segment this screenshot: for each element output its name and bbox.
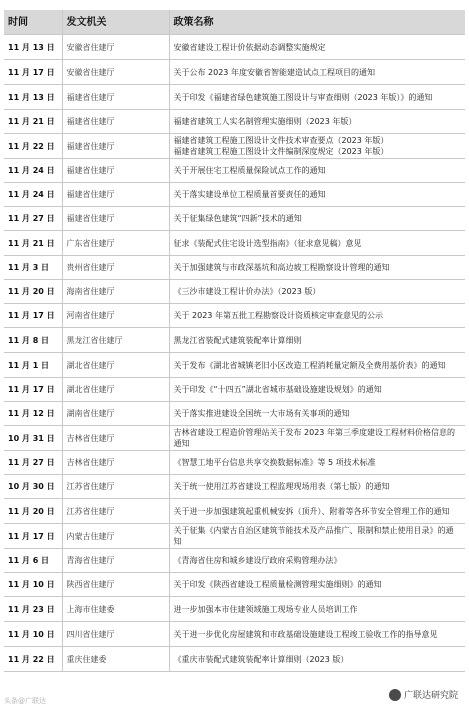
date-cell: 11 月 17 日 [4, 524, 62, 549]
date-cell: 11 月 21 日 [4, 110, 62, 134]
header-date: 时间 [4, 10, 62, 35]
title-cell: 进一步加强本市住建领域施工现场专业人员培训工作 [169, 597, 465, 622]
title-cell: 关于印发《陕西省建设工程质量检测管理实施细则》的通知 [169, 573, 465, 597]
title-cell: 关于进一步优化房屋建筑和市政基础设施建设工程竣工验收工作的指导意见 [169, 622, 465, 647]
table-row [4, 35, 465, 60]
title-cell: 福建省建筑工程施工图设计文件技术审查要点（2023 年版） 福建省建筑工程施工图设计文件编制深度规定（2023 年版） [169, 134, 465, 159]
dept-cell: 海南省住建厅 [62, 280, 169, 304]
date-cell: 11 月 6 日 [4, 549, 62, 573]
header-dept: 发文机关 [62, 10, 169, 35]
title-cell: 关于统一使用江苏省建设工程监理现场用表（第七版）的通知 [169, 475, 465, 499]
dept-cell: 贵州省住建厅 [62, 256, 169, 280]
dept-cell: 江苏省住建厅 [62, 475, 169, 499]
table-row [4, 231, 465, 256]
date-cell: 11 月 22 日 [4, 134, 62, 159]
brand-label: 广联达研究院 [403, 691, 458, 701]
table-row [4, 524, 465, 549]
dept-cell: 福建省住建厅 [62, 85, 169, 110]
title-cell: 关于开展住宅工程质量保险试点工作的通知 [169, 159, 465, 183]
title-cell: 吉林省建设工程造价管理站关于发布 2023 年第三季度建设工程材料价格信息的通知 [169, 426, 465, 451]
dept-cell: 江苏省住建厅 [62, 499, 169, 524]
table-row [4, 85, 465, 110]
title-cell: 安徽省建设工程计价依据动态调整实施规定 [169, 35, 465, 60]
dept-cell: 湖南省住建厅 [62, 402, 169, 426]
table-row [4, 304, 465, 328]
table-row [4, 60, 465, 85]
date-cell: 10 月 30 日 [4, 475, 62, 499]
header-title: 政策名称 [169, 10, 465, 35]
dept-cell: 吉林省住建厅 [62, 451, 169, 475]
dept-cell: 河南省住建厅 [62, 304, 169, 328]
date-cell: 11 月 17 日 [4, 60, 62, 85]
date-cell: 11 月 24 日 [4, 159, 62, 183]
date-cell: 11 月 23 日 [4, 597, 62, 622]
title-cell: 关于加强建筑与市政深基坑和高边坡工程勘察设计管理的通知 [169, 256, 465, 280]
dept-cell: 湖北省住建厅 [62, 353, 169, 378]
title-cell: 关于公布 2023 年度安徽省智能建造试点工程项目的通知 [169, 60, 465, 85]
dept-cell: 重庆住建委 [62, 647, 169, 672]
date-cell: 11 月 13 日 [4, 35, 62, 60]
dept-cell: 青海省住建厅 [62, 549, 169, 573]
table-row [4, 134, 465, 159]
table-row [4, 499, 465, 524]
date-cell: 11 月 24 日 [4, 183, 62, 207]
date-cell: 11 月 3 日 [4, 256, 62, 280]
title-cell: 关于落实推进建设全国统一大市场有关事项的通知 [169, 402, 465, 426]
date-cell: 11 月 10 日 [4, 573, 62, 597]
table-row [4, 159, 465, 183]
date-cell: 11 月 8 日 [4, 328, 62, 353]
title-cell: 关于征集《内蒙古自治区建筑节能技术及产品推广、限制和禁止使用目录》的通知 [169, 524, 465, 549]
title-cell: 《三沙市建设工程计价办法》（2023 版） [169, 280, 465, 304]
table-row [4, 256, 465, 280]
title-cell: 《青海省住房和城乡建设厅政府采购管理办法》 [169, 549, 465, 573]
date-cell: 11 月 10 日 [4, 622, 62, 647]
table-row [4, 426, 465, 451]
title-cell: 关于落实建设单位工程质量首要责任的通知 [169, 183, 465, 207]
title-cell: 黑龙江省装配式建筑装配率计算细则 [169, 328, 465, 353]
dept-cell: 福建省住建厅 [62, 134, 169, 159]
title-cell: 征求《装配式住宅设计选型指南》（征求意见稿）意见 [169, 231, 465, 256]
table-row [4, 622, 465, 647]
title-cell: 关于征集绿色建筑“四新”技术的通知 [169, 207, 465, 231]
dept-cell: 上海市住建委 [62, 597, 169, 622]
date-cell: 11 月 1 日 [4, 353, 62, 378]
wechat-logo-icon [389, 689, 401, 701]
title-cell: 关于印发《“十四五”湖北省城市基础设施建设规划》的通知 [169, 378, 465, 402]
table-row [4, 378, 465, 402]
dept-cell: 福建省住建厅 [62, 183, 169, 207]
dept-cell: 安徽省住建厅 [62, 60, 169, 85]
dept-cell: 吉林省住建厅 [62, 426, 169, 451]
table-row [4, 328, 465, 353]
dept-cell: 福建省住建厅 [62, 159, 169, 183]
dept-cell: 湖北省住建厅 [62, 378, 169, 402]
table-row [4, 353, 465, 378]
title-cell: 关于发布《湖北省城镇老旧小区改造工程消耗量定额及全费用基价表》的通知 [169, 353, 465, 378]
title-cell: 《重庆市装配式建筑装配率计算细则（2023 版） [169, 647, 465, 672]
policy-table [4, 10, 465, 672]
dept-cell: 福建省住建厅 [62, 207, 169, 231]
title-cell: 关于印发《福建省绿色建筑施工图设计与审查细则（2023 年版）》的通知 [169, 85, 465, 110]
brand-watermark [386, 687, 461, 702]
date-cell: 11 月 17 日 [4, 304, 62, 328]
date-cell: 11 月 21 日 [4, 231, 62, 256]
dept-cell: 广东省住建厅 [62, 231, 169, 256]
date-cell: 11 月 13 日 [4, 85, 62, 110]
table-row [4, 110, 465, 134]
table-row [4, 280, 465, 304]
date-cell: 11 月 27 日 [4, 207, 62, 231]
title-cell: 关于 2023 年第五批工程勘察设计资质核定审查意见的公示 [169, 304, 465, 328]
table-row [4, 549, 465, 573]
dept-cell: 黑龙江省住建厅 [62, 328, 169, 353]
table-row [4, 402, 465, 426]
date-cell: 11 月 12 日 [4, 402, 62, 426]
title-cell: 福建省建筑工人实名制管理实施细则（2023 年版） [169, 110, 465, 134]
dept-cell: 四川省住建厅 [62, 622, 169, 647]
table-row [4, 207, 465, 231]
dept-cell: 安徽省住建厅 [62, 35, 169, 60]
table-row [4, 475, 465, 499]
title-cell: 关于进一步加强建筑起重机械安拆（顶升）、附着等各环节安全管理工作的通知 [169, 499, 465, 524]
table-row [4, 451, 465, 475]
dept-cell: 陕西省住建厅 [62, 573, 169, 597]
date-cell: 11 月 27 日 [4, 451, 62, 475]
title-cell: 《智慧工地平台信息共享交换数据标准》等 5 项技术标准 [169, 451, 465, 475]
date-cell: 11 月 17 日 [4, 378, 62, 402]
table-row [4, 647, 465, 672]
dept-cell: 福建省住建厅 [62, 110, 169, 134]
table-row [4, 573, 465, 597]
source-watermark: 头条@广联达 [4, 697, 46, 705]
table-row [4, 183, 465, 207]
dept-cell: 内蒙古住建厅 [62, 524, 169, 549]
date-cell: 11 月 22 日 [4, 647, 62, 672]
date-cell: 10 月 31 日 [4, 426, 62, 451]
date-cell: 11 月 20 日 [4, 499, 62, 524]
date-cell: 11 月 20 日 [4, 280, 62, 304]
table-row [4, 597, 465, 622]
table-header-row [4, 10, 465, 35]
